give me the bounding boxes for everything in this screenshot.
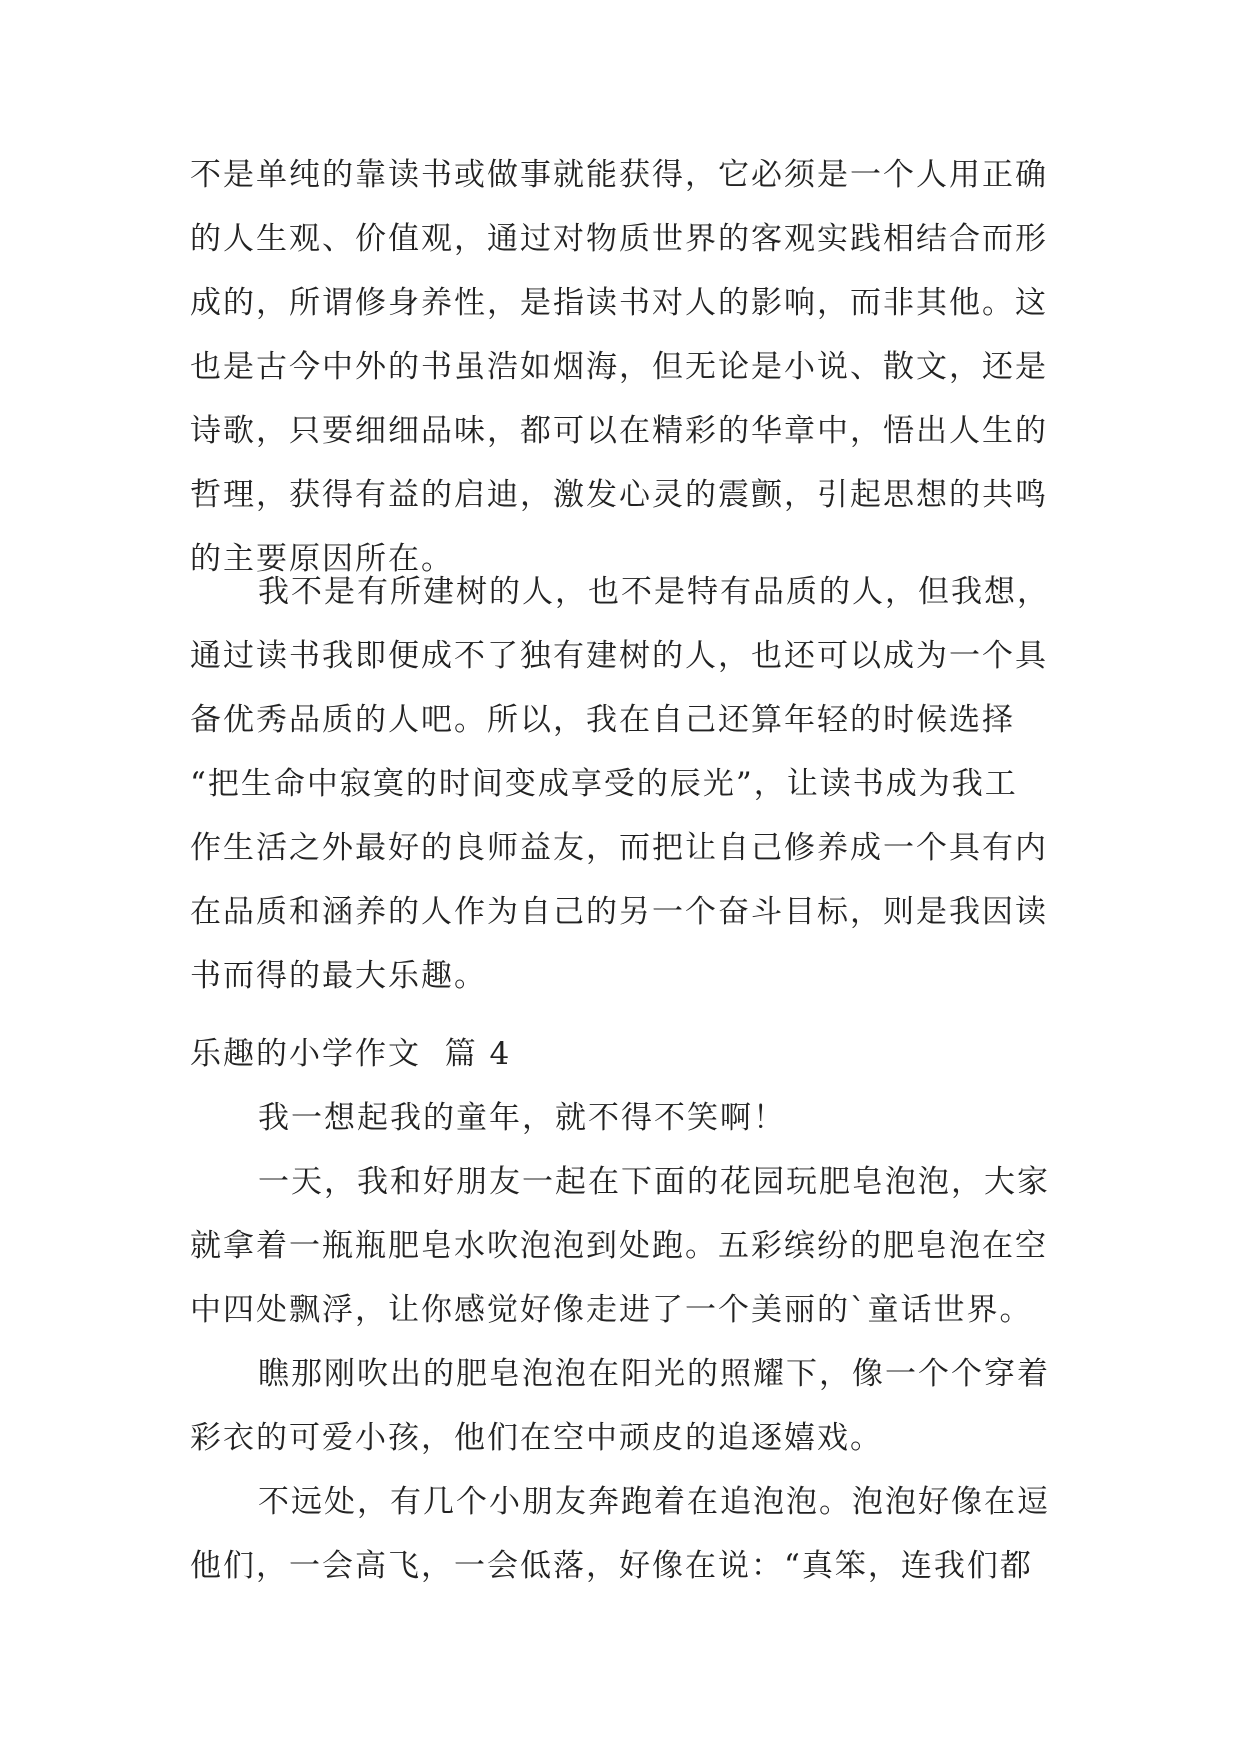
text-line: 不是单纯的靠读书或做事就能获得，它必须是一个人用正确 bbox=[190, 157, 1048, 193]
section-heading-block bbox=[190, 1022, 1070, 1086]
text-line: 也是古今中外的书虽浩如烟海，但无论是小说、散文，还是 bbox=[190, 349, 1048, 385]
text-line: 成的，所谓修身养性，是指读书对人的影响，而非其他。这 bbox=[190, 285, 1048, 321]
text-line: 不远处，有几个小朋友奔跑着在追泡泡。泡泡好像在逗 bbox=[258, 1484, 1050, 1520]
text-line: 诗歌，只要细细品味，都可以在精彩的华章中，悟出人生的 bbox=[190, 413, 1048, 449]
text-line: 一天，我和好朋友一起在下面的花园玩肥皂泡泡，大家 bbox=[258, 1164, 1050, 1200]
text-line: “把生命中寂寞的时间变成享受的辰光”，让读书成为我工 bbox=[190, 766, 1018, 802]
text-line: 我不是有所建树的人，也不是特有品质的人，但我想， bbox=[258, 574, 1050, 610]
text-line: 彩衣的可爱小孩，他们在空中顽皮的追逐嬉戏。 bbox=[190, 1420, 883, 1456]
essay-body bbox=[190, 1086, 1070, 1598]
text-line: 在品质和涵养的人作为自己的另一个奋斗目标，则是我因读 bbox=[190, 894, 1048, 930]
text-line: 就拿着一瓶瓶肥皂水吹泡泡到处跑。五彩缤纷的肥皂泡在空 bbox=[190, 1228, 1048, 1264]
text-line: 的主要原因所在。 bbox=[190, 541, 454, 577]
text-line: 哲理，获得有益的启迪，激发心灵的震颤，引起思想的共鸣 bbox=[190, 477, 1048, 513]
paragraph-continuation bbox=[190, 143, 1070, 591]
text-line: 我一想起我的童年，就不得不笑啊！ bbox=[258, 1100, 786, 1136]
text-line: 书而得的最大乐趣。 bbox=[190, 958, 487, 994]
text-line: 的人生观、价值观，通过对物质世界的客观实践相结合而形 bbox=[190, 221, 1048, 257]
paragraph-conclusion bbox=[190, 560, 1070, 1008]
text-line: 作生活之外最好的良师益友，而把让自己修养成一个具有内 bbox=[190, 830, 1048, 866]
section-heading: 乐趣的小学作文 篇 4 bbox=[190, 1036, 512, 1072]
text-line: 瞧那刚吹出的肥皂泡泡在阳光的照耀下，像一个个穿着 bbox=[258, 1356, 1050, 1392]
text-line: 备优秀品质的人吧。所以，我在自己还算年轻的时候选择 bbox=[190, 702, 1015, 738]
text-line: 中四处飘浮，让你感觉好像走进了一个美丽的`童话世界。 bbox=[190, 1292, 1033, 1328]
text-line: 通过读书我即便成不了独有建树的人，也还可以成为一个具 bbox=[190, 638, 1048, 674]
text-line: 他们，一会高飞，一会低落，好像在说：“真笨，连我们都 bbox=[190, 1548, 1033, 1584]
